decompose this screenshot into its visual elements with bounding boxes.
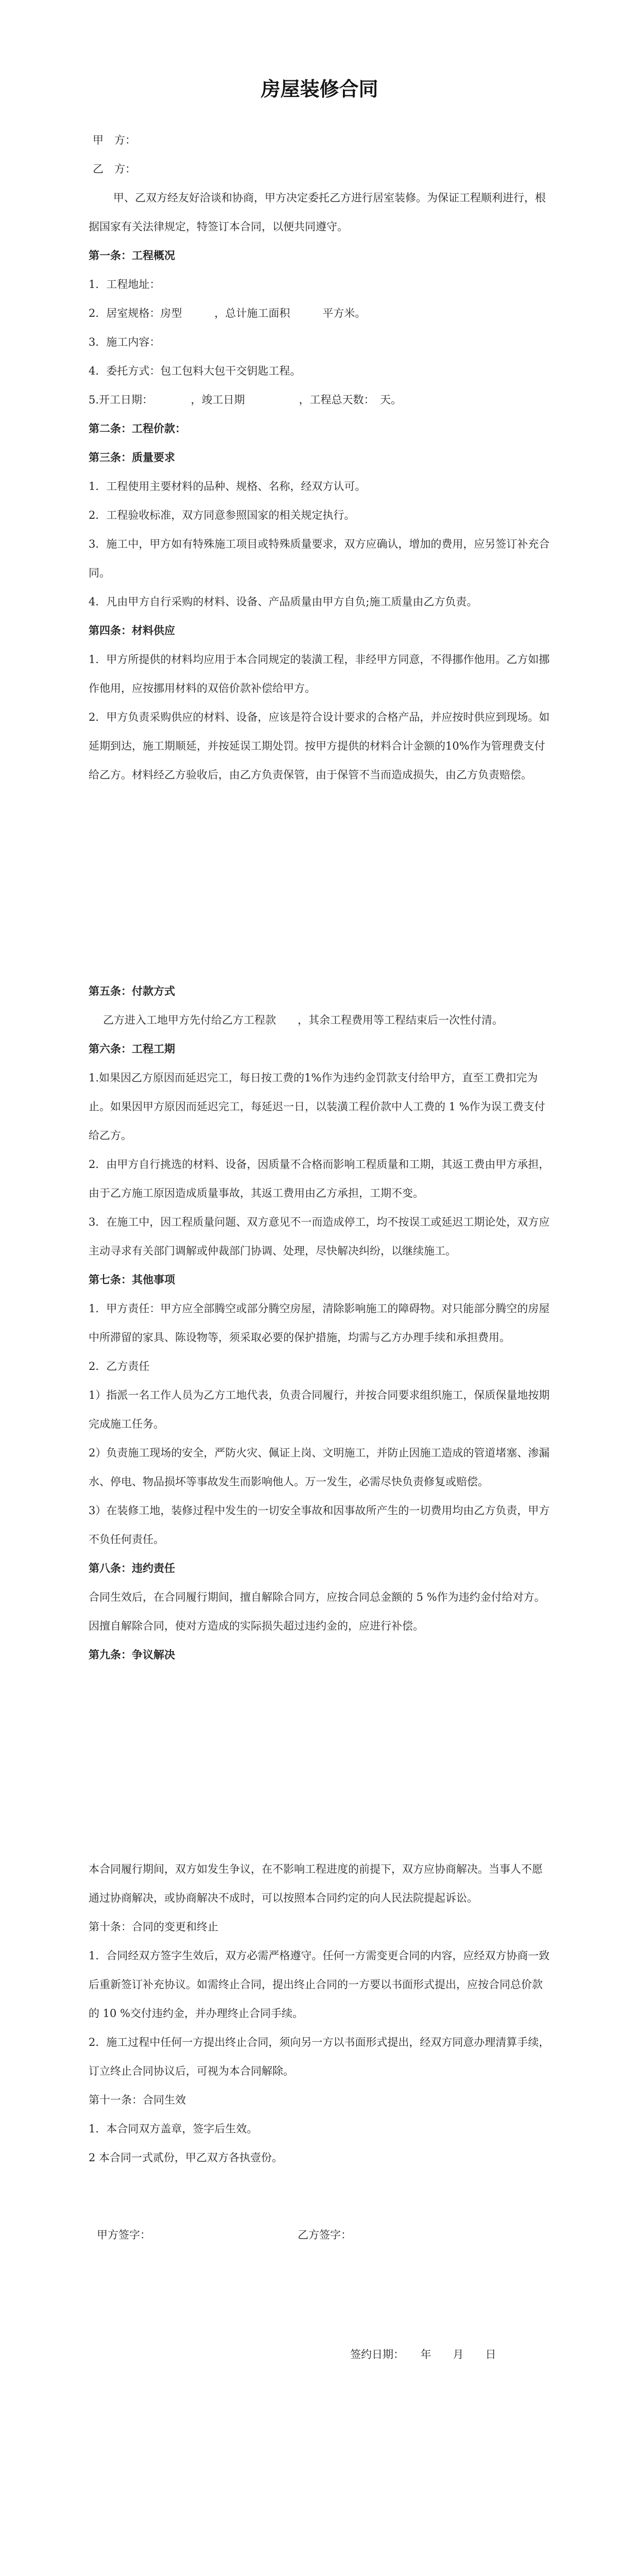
section-1-item-5: 5.开工日期： ，竣工日期 ，工程总天数： 天。 bbox=[89, 394, 402, 406]
section-6-item-3: 3．在施工中，因工程质量问题、双方意见不一而造成停工，均不按误工或延迟工期论处，双方应主动寻求有关部门调解或仲裁部门协调、处理，尽快解决纠纷，以继续施工。 bbox=[89, 1216, 550, 1257]
section-6-item-1: 1.如果因乙方原因而延迟完工，每日按工费的1%作为违约金罚款支付给甲方，直至工费扣完为止。如果因甲方原因而延迟完工，每延迟一日，以装潢工程价款中人工费的 1 %作为误工费支付给乙方。 bbox=[89, 1072, 545, 1142]
section-7-item-5: 3）在装修工地，装修过程中发生的一切安全事故和因事故所产生的一切费用均由乙方负责，甲方不负任何责任。 bbox=[89, 1504, 550, 1546]
section-7-item-1: 1．甲方责任：甲方应全部腾空或部分腾空房屋，清除影响施工的障碍物。对只能部分腾空的房屋中所滞留的家具、陈设物等，须采取必要的保护措施，均需与乙方办理手续和承担费用。 bbox=[89, 1302, 550, 1344]
party-a-line: 甲 方： bbox=[93, 134, 136, 146]
section-7-item-4: 2）负责施工现场的安全，严防火灾、佩证上岗、文明施工，并防止因施工造成的管道堵塞、渗漏水、停电、物品损坏等事故发生而影响他人。万一发生，必需尽快负责修复或赔偿。 bbox=[89, 1447, 550, 1488]
section-1-item-1: 1．工程地址： bbox=[89, 278, 161, 291]
section-3-item-1: 1．工程使用主要材料的品种、规格、名称，经双方认可。 bbox=[89, 480, 366, 493]
section-4-heading: 第四条：材料供应 bbox=[89, 624, 175, 637]
section-1-item-2: 2．居室规格：房型 ，总计施工面积 平方米。 bbox=[89, 307, 366, 319]
section-5-heading: 第五条：付款方式 bbox=[89, 985, 175, 997]
section-7-heading: 第七条：其他事项 bbox=[89, 1273, 175, 1286]
section-10-heading: 第十条：合同的变更和终止 bbox=[89, 1921, 218, 1933]
section-5-item-1: 乙方进入工地甲方先付给乙方工程款 ，其余工程费用等工程结束后一次性付清。 bbox=[103, 1014, 503, 1026]
section-8-item-1: 合同生效后，在合同履行期间，擅自解除合同方，应按合同总金额的 5 %作为违约金付给对方。因擅自解除合同，使对方造成的实际损失超过违约金的，应进行补偿。 bbox=[89, 1591, 545, 1632]
section-3-item-3: 3．施工中，甲方如有特殊施工项目或特殊质量要求，双方应确认，增加的费用，应另签订补充合同。 bbox=[89, 538, 550, 579]
section-3-item-2: 2．工程验收标准，双方同意参照国家的相关规定执行。 bbox=[89, 509, 355, 521]
section-10-item-1: 1．合同经双方签字生效后，双方必需严格遵守。任何一方需变更合同的内容，应经双方协商一致后重新签订补充协议。如需终止合同，提出终止合同的一方要以书面形式提出，应按合同总价款的 10 %交付违约金，并办理终止合同手续。 bbox=[89, 1950, 550, 2020]
document-title: 房屋装修合同 bbox=[261, 78, 378, 100]
section-6-heading: 第六条：工程工期 bbox=[89, 1042, 175, 1055]
section-6-item-2: 2．由甲方自行挑选的材料、设备，因质量不合格而影响工程质量和工期，其返工费由甲方承担，由于乙方施工原因造成质量事故，其返工费用由乙方承担，工期不变。 bbox=[89, 1158, 550, 1199]
section-5-block bbox=[0, 977, 639, 1669]
section-1-heading: 第一条：工程概况 bbox=[89, 249, 175, 262]
parties-block bbox=[0, 126, 639, 241]
section-7-item-3: 1）指派一名工作人员为乙方工地代表，负责合同履行，并按合同要求组织施工，保质保量地按期完成施工任务。 bbox=[89, 1389, 550, 1430]
section-9-block bbox=[0, 1855, 639, 2172]
party-a-signature-label: 甲方签字： bbox=[97, 2229, 151, 2241]
section-2-heading: 第二条：工程价款： bbox=[89, 422, 186, 435]
section-1-item-3: 3．施工内容： bbox=[89, 336, 161, 348]
section-9-item-1: 本合同履行期间，双方如发生争议，在不影响工程进度的前提下，双方应协商解决。当事人不愿通过协商解决，或协商解决不成时，可以按照本合同约定的向人民法院提起诉讼。 bbox=[89, 1863, 543, 1904]
section-1-item-4: 4．委托方式：包工包料大包干交钥匙工程。 bbox=[89, 365, 301, 377]
section-3-item-4: 4．凡由甲方自行采购的材料、设备、产品质量由甲方自负;施工质量由乙方负责。 bbox=[89, 596, 478, 608]
section-7-item-2: 2．乙方责任 bbox=[89, 1360, 150, 1372]
section-4-item-1: 1．甲方所提供的材料均应用于本合同规定的装潢工程，非经甲方同意，不得挪作他用。乙方如挪作他用，应按挪用材料的双倍价款补偿给甲方。 bbox=[89, 653, 550, 694]
signing-date-label: 签约日期： 年 月 日 bbox=[350, 2348, 496, 2361]
section-11-heading: 第十一条：合同生效 bbox=[89, 2094, 186, 2106]
section-11-item-2: 2 本合同一式贰份，甲乙双方各执壹份。 bbox=[89, 2151, 283, 2164]
party-b-line: 乙 方： bbox=[93, 163, 136, 175]
intro-paragraph: 甲、乙双方经友好洽谈和协商，甲方决定委托乙方进行居室装修。为保证工程顺利进行，根据国家有关法律规定，特签订本合同，以便共同遵守。 bbox=[89, 192, 546, 233]
section-11-item-1: 1．本合同双方盖章，签字后生效。 bbox=[89, 2123, 258, 2135]
section-9-heading: 第九条：争议解决 bbox=[89, 1648, 175, 1661]
party-b-signature-label: 乙方签字： bbox=[298, 2229, 352, 2241]
section-3-heading: 第三条：质量要求 bbox=[89, 451, 175, 464]
section-10-item-2: 2．施工过程中任何一方提出终止合同，须向另一方以书面形式提出，经双方同意办理清算手续，订立终止合同协议后，可视为本合同解除。 bbox=[89, 2036, 550, 2077]
section-4-item-2: 2．甲方负责采购供应的材料、设备，应该是符合设计要求的合格产品，并应按时供应到现场。如延期到达，施工期顺延，并按延误工期处罚。按甲方提供的材料合计金额的10%作为管理费支付给乙方。材料经乙方验收后，由乙方负责保管，由于保管不当而造成损失，由乙方负责赔偿。 bbox=[89, 711, 550, 781]
section-8-heading: 第八条：违约责任 bbox=[89, 1562, 175, 1574]
section-1 bbox=[0, 241, 639, 789]
